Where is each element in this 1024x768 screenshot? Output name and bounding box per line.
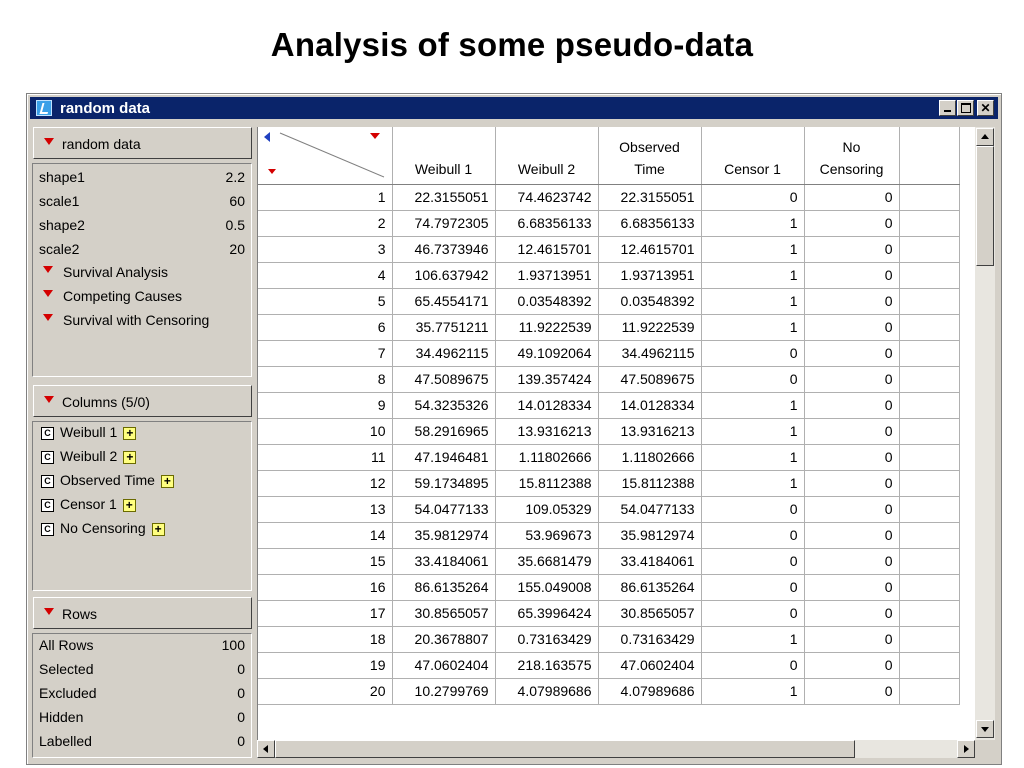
column-item-no-censoring[interactable]: C No Censoring + (41, 520, 165, 544)
empty-cell[interactable] (899, 496, 959, 522)
empty-cell[interactable] (899, 262, 959, 288)
continuous-column-icon: C (41, 475, 54, 488)
table-row[interactable] (258, 288, 959, 314)
cell-weibull-2[interactable]: 0.73163429 (495, 626, 598, 652)
cell-censor-1[interactable]: 1 (701, 470, 804, 496)
table-row[interactable] (258, 236, 959, 262)
table-variable[interactable]: shape2 0.5 (39, 217, 245, 233)
cell-weibull-2[interactable]: 14.0128334 (495, 392, 598, 418)
cell-observed-time[interactable]: 22.3155051 (598, 184, 701, 210)
cell-no-censoring[interactable]: 0 (804, 314, 899, 340)
row-number[interactable]: 19 (258, 652, 392, 678)
cell-no-censoring[interactable]: 0 (804, 652, 899, 678)
cell-weibull-2[interactable]: 1.93713951 (495, 262, 598, 288)
empty-cell[interactable] (899, 626, 959, 652)
cell-weibull-2[interactable]: 13.9316213 (495, 418, 598, 444)
red-triangle-menu-icon[interactable] (44, 608, 54, 615)
cell-no-censoring[interactable]: 0 (804, 548, 899, 574)
row-number[interactable]: 14 (258, 522, 392, 548)
cell-weibull-1[interactable]: 58.2916965 (392, 418, 495, 444)
grid-body (258, 184, 959, 704)
cell-no-censoring[interactable]: 0 (804, 678, 899, 704)
cell-no-censoring[interactable]: 0 (804, 262, 899, 288)
cell-weibull-2[interactable]: 35.6681479 (495, 548, 598, 574)
cell-weibull-2[interactable]: 11.9222539 (495, 314, 598, 340)
cell-observed-time[interactable]: 35.9812974 (598, 522, 701, 548)
row-number[interactable]: 18 (258, 626, 392, 652)
table-row[interactable] (258, 210, 959, 236)
cell-weibull-1[interactable]: 106.637942 (392, 262, 495, 288)
cell-no-censoring[interactable]: 0 (804, 340, 899, 366)
cell-no-censoring[interactable]: 0 (804, 522, 899, 548)
column-header-weibull-1[interactable]: Weibull 1 (392, 127, 495, 184)
table-row[interactable] (258, 314, 959, 340)
cell-observed-time[interactable]: 4.07989686 (598, 678, 701, 704)
table-row[interactable] (258, 418, 959, 444)
rows-summary-item[interactable]: Excluded 0 (39, 685, 245, 701)
empty-cell[interactable] (899, 470, 959, 496)
table-row[interactable] (258, 262, 959, 288)
columns-list (32, 421, 252, 591)
formula-plus-icon[interactable]: + (123, 451, 136, 464)
horizontal-scroll-thumb[interactable] (275, 740, 855, 758)
cell-weibull-2[interactable]: 155.049008 (495, 574, 598, 600)
table-row[interactable] (258, 548, 959, 574)
minimize-button[interactable] (939, 100, 956, 116)
cell-weibull-2[interactable]: 49.1092064 (495, 340, 598, 366)
row-number[interactable]: 2 (258, 210, 392, 236)
empty-cell[interactable] (899, 210, 959, 236)
cell-observed-time[interactable]: 34.4962115 (598, 340, 701, 366)
cell-observed-time[interactable]: 12.4615701 (598, 236, 701, 262)
cell-observed-time[interactable]: 47.0602404 (598, 652, 701, 678)
cell-weibull-1[interactable]: 22.3155051 (392, 184, 495, 210)
row-number[interactable]: 16 (258, 574, 392, 600)
red-triangle-menu-icon[interactable] (370, 133, 380, 139)
cell-weibull-1[interactable]: 47.0602404 (392, 652, 495, 678)
red-triangle-menu-icon[interactable] (268, 169, 276, 174)
cell-censor-1[interactable]: 0 (701, 652, 804, 678)
empty-cell[interactable] (899, 444, 959, 470)
cell-weibull-2[interactable]: 53.969673 (495, 522, 598, 548)
red-triangle-icon[interactable] (43, 266, 53, 273)
rows-summary-item[interactable]: Labelled 0 (39, 733, 245, 749)
cell-observed-time[interactable]: 33.4184061 (598, 548, 701, 574)
red-triangle-menu-icon[interactable] (44, 396, 54, 403)
empty-cell[interactable] (899, 652, 959, 678)
table-row[interactable] (258, 678, 959, 704)
cell-censor-1[interactable]: 0 (701, 496, 804, 522)
empty-cell[interactable] (899, 574, 959, 600)
scroll-left-button[interactable] (257, 740, 275, 758)
row-number[interactable]: 12 (258, 470, 392, 496)
continuous-column-icon: C (41, 523, 54, 536)
cell-weibull-2[interactable]: 1.11802666 (495, 444, 598, 470)
grid-corner-selector[interactable] (258, 127, 392, 184)
cell-observed-time[interactable]: 47.5089675 (598, 366, 701, 392)
cell-no-censoring[interactable]: 0 (804, 288, 899, 314)
table-panel-title: random data (62, 136, 141, 152)
cell-observed-time[interactable]: 1.11802666 (598, 444, 701, 470)
rows-panel-header[interactable] (33, 597, 252, 629)
cell-censor-1[interactable]: 1 (701, 678, 804, 704)
cell-weibull-1[interactable]: 33.4184061 (392, 548, 495, 574)
cell-weibull-1[interactable]: 54.0477133 (392, 496, 495, 522)
cell-observed-time[interactable]: 54.0477133 (598, 496, 701, 522)
empty-cell[interactable] (899, 184, 959, 210)
table-row[interactable] (258, 574, 959, 600)
cell-observed-time[interactable]: 0.73163429 (598, 626, 701, 652)
size-grip[interactable] (977, 740, 993, 758)
row-number[interactable]: 7 (258, 340, 392, 366)
columns-panel-title: Columns (5/0) (62, 394, 150, 410)
table-row[interactable] (258, 184, 959, 210)
cell-observed-time[interactable]: 6.68356133 (598, 210, 701, 236)
empty-cell[interactable] (899, 340, 959, 366)
rows-panel-title: Rows (62, 606, 98, 622)
cell-censor-1[interactable]: 0 (701, 184, 804, 210)
row-number[interactable]: 6 (258, 314, 392, 340)
continuous-column-icon: C (41, 451, 54, 464)
jmp-table-icon (36, 100, 52, 116)
row-number[interactable]: 1 (258, 184, 392, 210)
table-variables-list: shape1 2.2 scale1 60 shape2 0.5 scale2 20 Survival Analysis Competing Causes Survival with Censoring (32, 163, 252, 377)
cell-weibull-2[interactable]: 109.05329 (495, 496, 598, 522)
cell-no-censoring[interactable]: 0 (804, 600, 899, 626)
row-number[interactable]: 13 (258, 496, 392, 522)
cell-weibull-2[interactable]: 4.07989686 (495, 678, 598, 704)
cell-observed-time[interactable]: 14.0128334 (598, 392, 701, 418)
cell-weibull-1[interactable]: 46.7373946 (392, 236, 495, 262)
rows-panel (32, 597, 252, 758)
cell-weibull-2[interactable]: 6.68356133 (495, 210, 598, 236)
cell-weibull-1[interactable]: 20.3678807 (392, 626, 495, 652)
column-item-weibull-2[interactable]: C Weibull 2 + (41, 448, 136, 472)
row-number[interactable]: 3 (258, 236, 392, 262)
arrow-up-icon (981, 134, 989, 139)
column-item-observed-time[interactable]: C Observed Time + (41, 472, 174, 496)
cell-weibull-1[interactable]: 65.4554171 (392, 288, 495, 314)
data-grid (257, 127, 976, 740)
arrow-left-icon (263, 745, 268, 753)
columns-panel (32, 385, 252, 593)
scroll-up-button[interactable] (976, 128, 994, 146)
cell-observed-time[interactable]: 30.8565057 (598, 600, 701, 626)
cell-censor-1[interactable]: 1 (701, 262, 804, 288)
cell-weibull-1[interactable]: 34.4962115 (392, 340, 495, 366)
formula-plus-icon[interactable]: + (152, 523, 165, 536)
formula-plus-icon[interactable]: + (161, 475, 174, 488)
cell-weibull-1[interactable]: 47.1946481 (392, 444, 495, 470)
window-title: random data (60, 100, 151, 117)
cell-weibull-2[interactable]: 15.8112388 (495, 470, 598, 496)
close-button[interactable]: ✕ (977, 100, 994, 116)
empty-cell[interactable] (899, 522, 959, 548)
row-number[interactable]: 10 (258, 418, 392, 444)
table-row[interactable] (258, 626, 959, 652)
cell-censor-1[interactable]: 0 (701, 574, 804, 600)
row-number[interactable]: 11 (258, 444, 392, 470)
cell-weibull-1[interactable]: 35.7751211 (392, 314, 495, 340)
window-titlebar[interactable] (30, 97, 998, 119)
column-item-censor-1[interactable]: C Censor 1 + (41, 496, 136, 520)
formula-plus-icon[interactable]: + (123, 499, 136, 512)
cell-weibull-1[interactable]: 30.8565057 (392, 600, 495, 626)
cell-no-censoring[interactable]: 0 (804, 184, 899, 210)
cell-no-censoring[interactable]: 0 (804, 418, 899, 444)
row-number[interactable]: 17 (258, 600, 392, 626)
cell-censor-1[interactable]: 1 (701, 288, 804, 314)
table-row[interactable] (258, 470, 959, 496)
cell-observed-time[interactable]: 86.6135264 (598, 574, 701, 600)
cell-no-censoring[interactable]: 0 (804, 210, 899, 236)
cell-weibull-2[interactable]: 12.4615701 (495, 236, 598, 262)
empty-cell[interactable] (899, 678, 959, 704)
data-table-window (26, 93, 1002, 765)
row-number[interactable]: 15 (258, 548, 392, 574)
table-row[interactable] (258, 522, 959, 548)
cell-no-censoring[interactable]: 0 (804, 470, 899, 496)
table-variable[interactable]: scale2 20 (39, 241, 245, 257)
continuous-column-icon: C (41, 427, 54, 440)
cell-censor-1[interactable]: 0 (701, 340, 804, 366)
row-number[interactable]: 9 (258, 392, 392, 418)
cell-censor-1[interactable]: 1 (701, 314, 804, 340)
column-header-no-censoring[interactable]: No Censoring (804, 127, 899, 184)
row-number[interactable]: 5 (258, 288, 392, 314)
slide-title: Analysis of some pseudo-data (270, 26, 754, 63)
table-row[interactable] (258, 340, 959, 366)
cell-observed-time[interactable]: 15.8112388 (598, 470, 701, 496)
cell-weibull-2[interactable]: 0.03548392 (495, 288, 598, 314)
cell-censor-1[interactable]: 1 (701, 418, 804, 444)
vertical-scrollbar[interactable] (975, 127, 995, 740)
red-triangle-icon[interactable] (43, 290, 53, 297)
cell-weibull-2[interactable]: 139.357424 (495, 366, 598, 392)
row-number[interactable]: 8 (258, 366, 392, 392)
table-variable[interactable]: shape1 2.2 (39, 169, 245, 185)
cell-no-censoring[interactable]: 0 (804, 366, 899, 392)
column-header-observed-time[interactable]: Observed Time (598, 127, 701, 184)
cell-no-censoring[interactable]: 0 (804, 496, 899, 522)
table-panel-header[interactable] (33, 127, 252, 159)
cell-censor-1[interactable]: 0 (701, 366, 804, 392)
empty-cell[interactable] (899, 392, 959, 418)
empty-cell[interactable] (899, 600, 959, 626)
horizontal-scrollbar[interactable] (257, 740, 975, 758)
cell-weibull-1[interactable]: 54.3235326 (392, 392, 495, 418)
cell-weibull-1[interactable]: 86.6135264 (392, 574, 495, 600)
cell-no-censoring[interactable]: 0 (804, 626, 899, 652)
cell-weibull-2[interactable]: 74.4623742 (495, 184, 598, 210)
cell-censor-1[interactable]: 0 (701, 522, 804, 548)
arrow-right-icon (964, 745, 969, 753)
cell-no-censoring[interactable]: 0 (804, 444, 899, 470)
maximize-button[interactable] (957, 100, 974, 116)
cell-weibull-1[interactable]: 35.9812974 (392, 522, 495, 548)
cell-weibull-2[interactable]: 65.3996424 (495, 600, 598, 626)
cell-no-censoring[interactable]: 0 (804, 236, 899, 262)
empty-cell[interactable] (899, 418, 959, 444)
data-table (258, 127, 960, 705)
rows-summary-list (32, 633, 252, 758)
cell-observed-time[interactable]: 0.03548392 (598, 288, 701, 314)
table-variable[interactable]: scale1 60 (39, 193, 245, 209)
cell-weibull-1[interactable]: 59.1734895 (392, 470, 495, 496)
rows-summary-item[interactable]: Selected 0 (39, 661, 245, 677)
formula-plus-icon[interactable]: + (123, 427, 136, 440)
column-header-weibull-2[interactable]: Weibull 2 (495, 127, 598, 184)
cell-weibull-2[interactable]: 218.163575 (495, 652, 598, 678)
table-row[interactable] (258, 366, 959, 392)
table-row[interactable] (258, 652, 959, 678)
continuous-column-icon: C (41, 499, 54, 512)
cell-censor-1[interactable]: 1 (701, 210, 804, 236)
cell-weibull-1[interactable]: 10.2799769 (392, 678, 495, 704)
row-number[interactable]: 20 (258, 678, 392, 704)
cell-no-censoring[interactable]: 0 (804, 574, 899, 600)
cell-weibull-1[interactable]: 47.5089675 (392, 366, 495, 392)
cell-no-censoring[interactable]: 0 (804, 392, 899, 418)
rows-summary-item[interactable]: All Rows 100 (39, 637, 245, 653)
cell-censor-1[interactable]: 1 (701, 626, 804, 652)
column-item-weibull-1[interactable]: C Weibull 1 + (41, 424, 136, 448)
scroll-right-button[interactable] (957, 740, 975, 758)
empty-cell[interactable] (899, 314, 959, 340)
table-row[interactable] (258, 496, 959, 522)
cell-censor-1[interactable]: 1 (701, 444, 804, 470)
column-selector-icon[interactable] (264, 132, 270, 142)
empty-cell[interactable] (899, 366, 959, 392)
cell-censor-1[interactable]: 0 (701, 548, 804, 574)
cell-censor-1[interactable]: 1 (701, 236, 804, 262)
table-row[interactable] (258, 392, 959, 418)
cell-observed-time[interactable]: 13.9316213 (598, 418, 701, 444)
columns-panel-header[interactable] (33, 385, 252, 417)
scroll-down-button[interactable] (976, 720, 994, 738)
red-triangle-icon[interactable] (43, 314, 53, 321)
cell-weibull-1[interactable]: 74.7972305 (392, 210, 495, 236)
rows-summary-item[interactable]: Hidden 0 (39, 709, 245, 725)
row-number[interactable]: 4 (258, 262, 392, 288)
cell-censor-1[interactable]: 1 (701, 392, 804, 418)
red-triangle-menu-icon[interactable] (44, 138, 54, 145)
empty-cell[interactable] (899, 288, 959, 314)
column-header-censor-1[interactable]: Censor 1 (701, 127, 804, 184)
left-pane (32, 127, 252, 758)
cell-observed-time[interactable]: 11.9222539 (598, 314, 701, 340)
cell-censor-1[interactable]: 0 (701, 600, 804, 626)
empty-column-header[interactable] (899, 127, 959, 184)
table-row[interactable] (258, 600, 959, 626)
vertical-scroll-thumb[interactable] (976, 146, 994, 266)
arrow-down-icon (981, 727, 989, 732)
empty-cell[interactable] (899, 236, 959, 262)
table-panel (32, 127, 252, 381)
cell-observed-time[interactable]: 1.93713951 (598, 262, 701, 288)
table-row[interactable] (258, 444, 959, 470)
empty-cell[interactable] (899, 548, 959, 574)
